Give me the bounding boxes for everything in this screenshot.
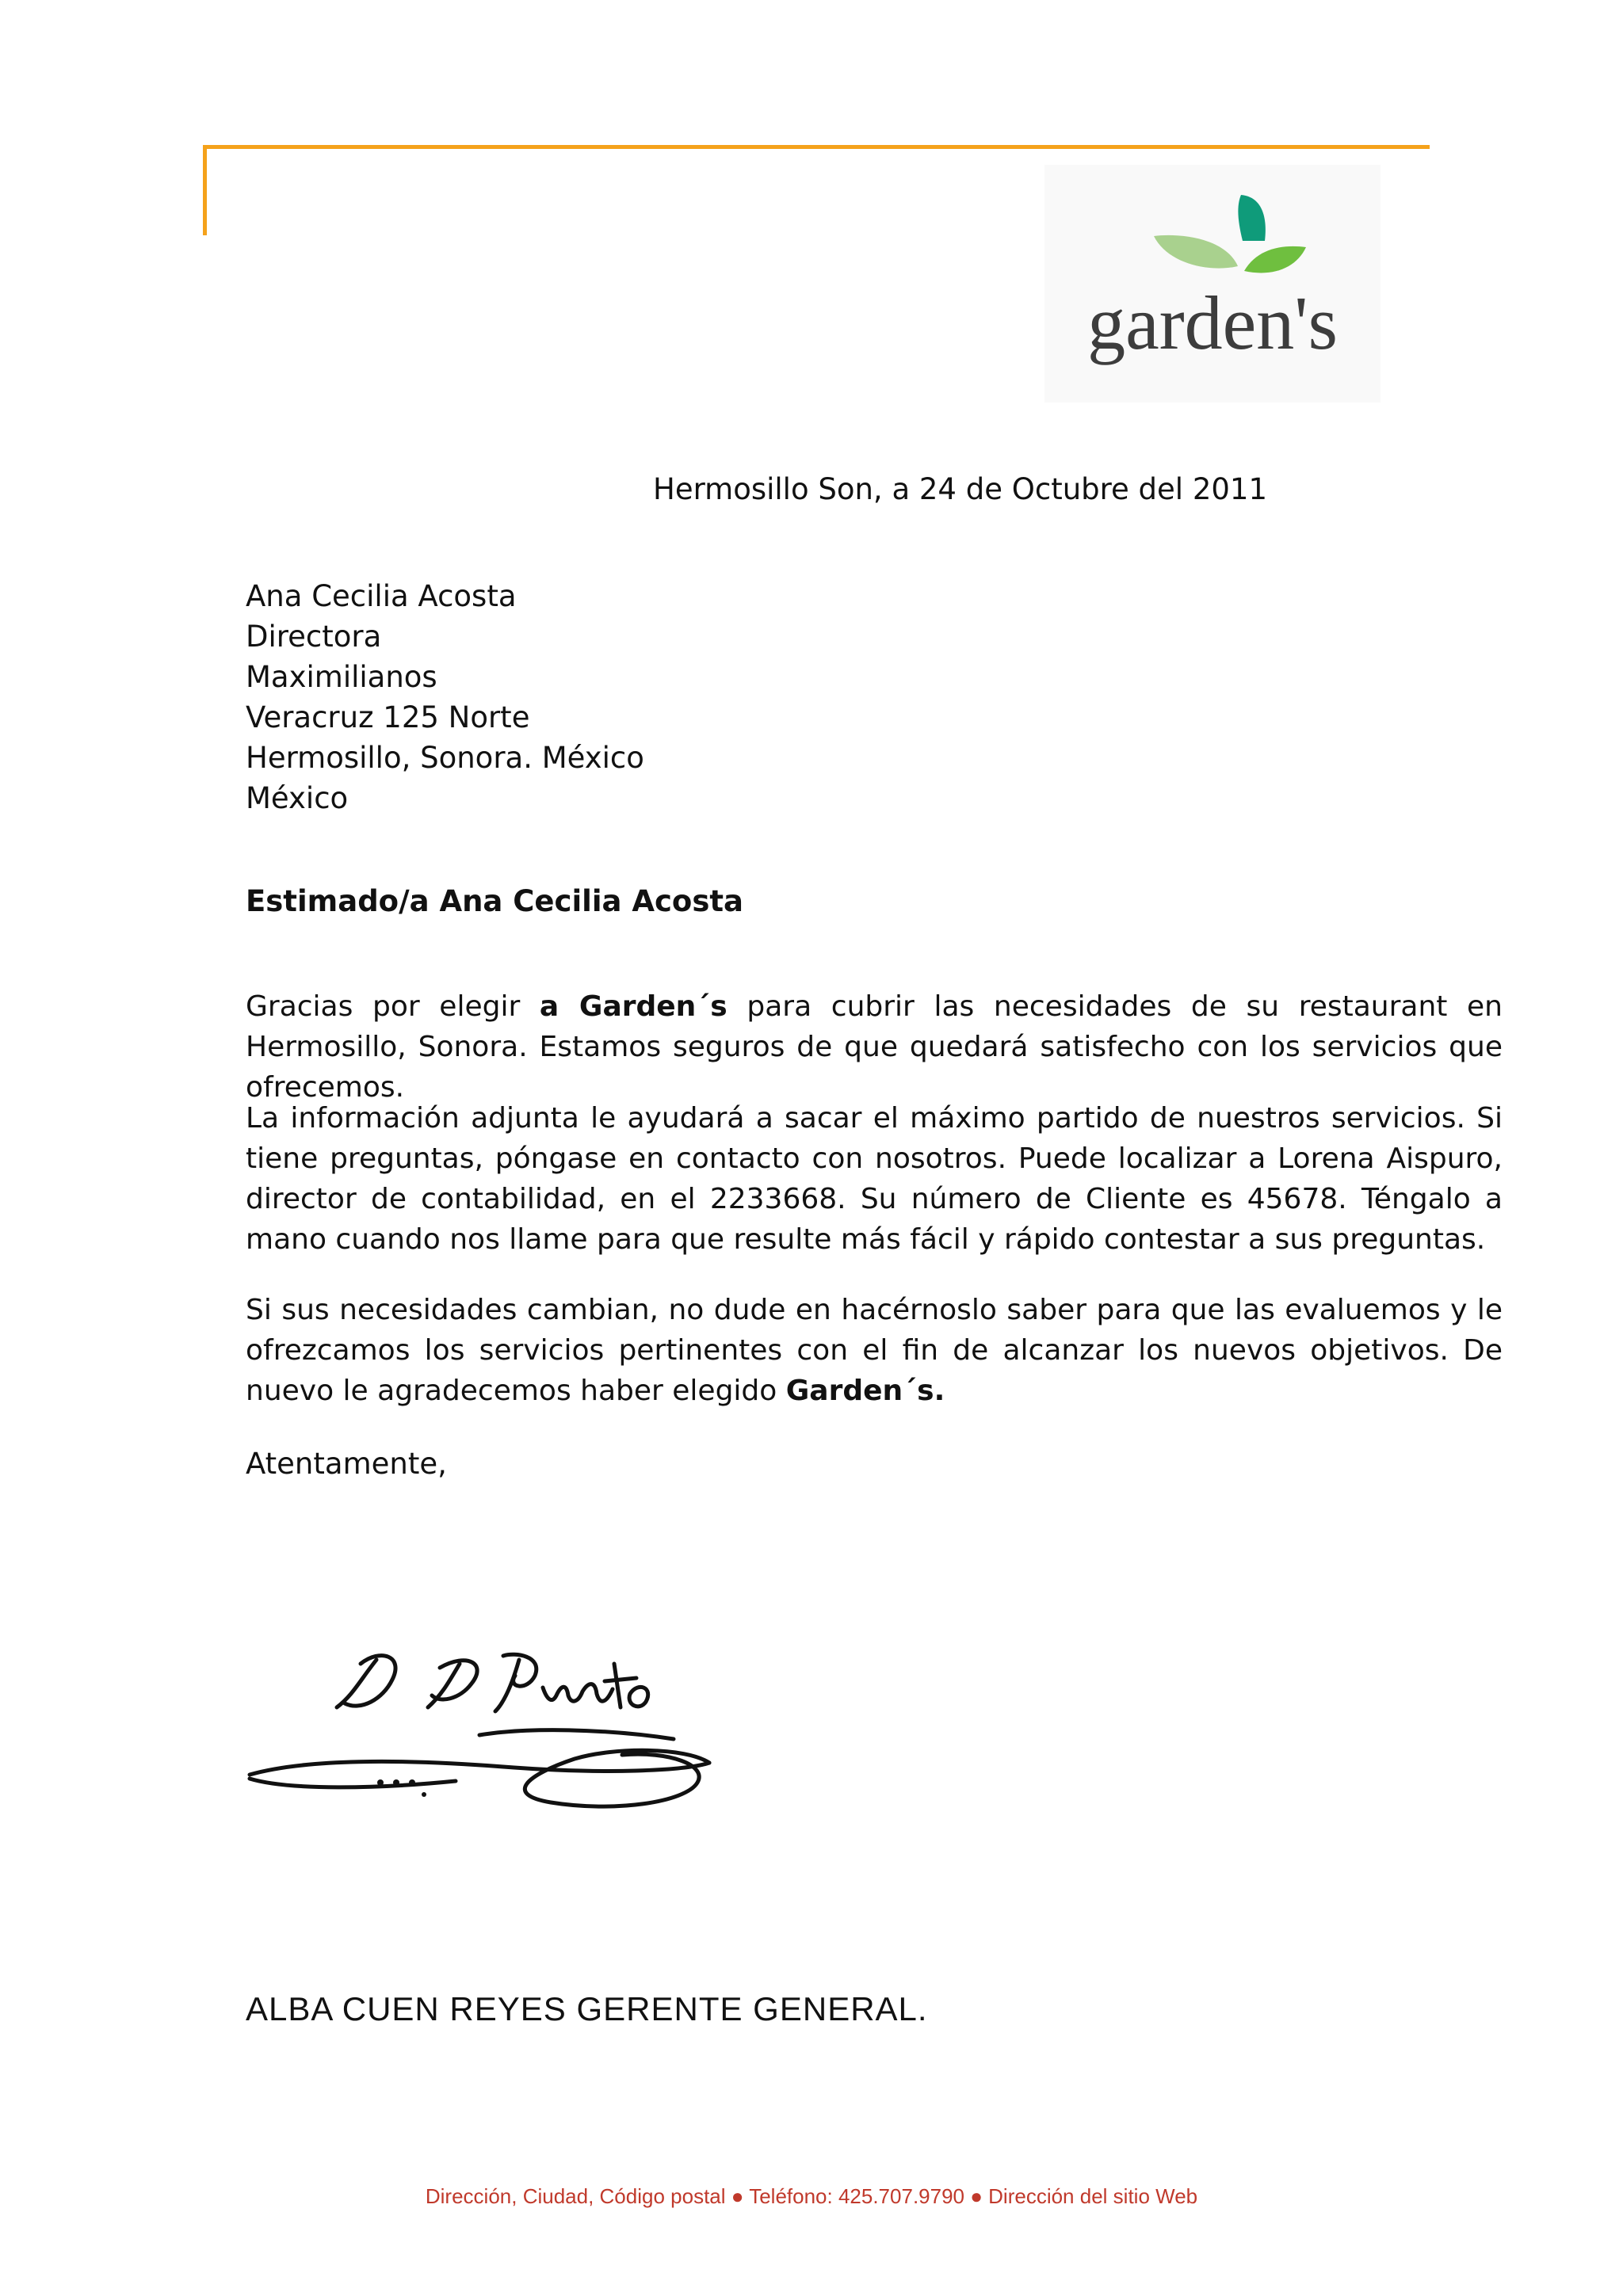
header-frame-left-line [203, 145, 207, 235]
signer-name-title: ALBA CUEN REYES GERENTE GENERAL. [246, 1990, 928, 2027]
recipient-country: México [246, 781, 349, 815]
company-logo [1044, 165, 1381, 402]
salutation: Estimado/a Ana Cecilia Acosta [246, 884, 744, 918]
paragraph-3-company-bold: Garden´s. [785, 1375, 945, 1407]
recipient-company: Maximilianos [246, 660, 437, 694]
header-frame-top-line [203, 145, 1430, 149]
recipient-address-block [246, 576, 644, 818]
logo-wordmark: garden's [1087, 280, 1338, 365]
paragraph-1-company-bold: a Garden´s [539, 990, 727, 1023]
letter-date: Hermosillo Son, a 24 de Octubre del 2011 [653, 472, 1268, 506]
paragraph-3-text-a: Si sus necesidades cambian, no dude en hacérnoslo saber para que las evaluemos y le ofrezcamos los servicios pertinentes con el fin de alcanzar los nuevos objetivos. De nuevo le agradecemos haber elegido [246, 1294, 1503, 1407]
paragraph-2: La información adjunta le ayudará a sacar el máximo partido de nuestros servicios. Si tiene preguntas, póngase en contacto con nosotros. Puede localizar a Lorena Aispuro, director de contabilidad, en el 2233668. Su número de Cliente es 45678. Téngalo a mano cuando nos llame para que resulte más fácil y rápido contestar a sus preguntas. [246, 1102, 1503, 1256]
recipient-name: Ana Cecilia Acosta [246, 579, 517, 613]
recipient-city: Hermosillo, Sonora. México [246, 741, 644, 775]
recipient-street: Veracruz 125 Norte [246, 700, 530, 734]
handwritten-signature [242, 1632, 733, 1841]
paragraph-1-text-c: para cubrir las necesidades de su restaurant en Hermosillo, Sonora. Estamos seguros de que quedará satisfecho con los servicios que ofrecemos. [246, 990, 1503, 1104]
paragraph-3 [246, 1290, 1503, 1411]
closing: Atentamente, [246, 1447, 447, 1481]
recipient-title: Directora [246, 620, 382, 654]
paragraph-1 [246, 986, 1503, 1108]
footer-contact-line: Dirección, Ciudad, Código postal ● Teléfono: 425.707.9790 ● Dirección del sitio Web [425, 2184, 1198, 2208]
leaf-sprout-icon [1044, 165, 1381, 402]
paragraph-1-text-a: Gracias por elegir [246, 990, 540, 1023]
